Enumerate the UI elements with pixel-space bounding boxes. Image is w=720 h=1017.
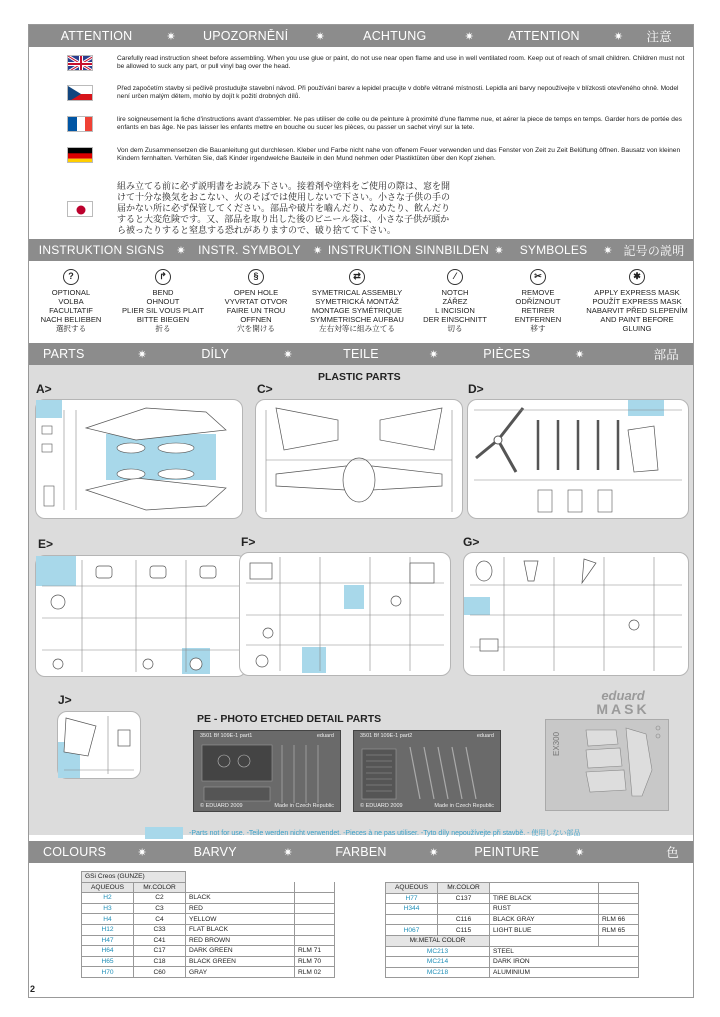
sign-label: 切る	[447, 324, 463, 333]
express-mask-icon: ✱	[629, 269, 645, 285]
star-icon: ✷	[464, 30, 475, 43]
table-row: H65 C18 BLACK GREEN RLM 70	[82, 956, 335, 967]
table-row: H344 RUST	[386, 904, 639, 915]
sign-label: NOTCH	[441, 288, 469, 297]
sign-label: 移す	[530, 324, 546, 333]
paint-brand: GSi Creos (GUNZE)	[82, 872, 186, 883]
sign-symmetrical	[299, 269, 415, 341]
star-icon: ✷	[166, 30, 176, 43]
bar-label: BARVY	[193, 845, 237, 859]
notch-icon: ⁄	[447, 269, 463, 285]
pe-sheet-copyright: © EDUARD 2009	[360, 803, 403, 809]
sign-label: ZÁŘEZ	[442, 297, 468, 306]
pe-sheet-1-drawing	[194, 739, 340, 809]
sign-label: ODŘÍZNOUT	[515, 297, 561, 306]
pe-sheet-copyright: © EDUARD 2009	[200, 803, 243, 809]
instruction-signs-bar	[29, 239, 693, 261]
sprue-label-j: J>	[58, 693, 72, 707]
sign-label: BEND	[152, 288, 174, 297]
de-flag-icon	[67, 147, 93, 163]
sprue-c-drawing	[256, 400, 462, 518]
bar-label: ATTENTION	[508, 29, 580, 43]
attention-row-german	[67, 147, 687, 163]
sprue-c	[255, 399, 463, 519]
table-row: H2 C2 BLACK	[82, 893, 335, 904]
bar-label: INSTR. SYMBOLY	[198, 243, 301, 257]
star-icon: ✷	[283, 348, 293, 361]
table-row: H64 C17 DARK GREEN RLM 71	[82, 946, 335, 957]
cz-flag-icon	[67, 85, 93, 101]
sign-label: VOLBA	[58, 297, 84, 306]
header-mr-color: Mr.COLOR	[438, 883, 490, 894]
attention-text: Před započetím stavby si pečlivě prostudujte stavební návod. Při používání barev a lepidel pracujte v dobře větrané místnosti. Lepidla ani barvy nepoužívejte v blízkosti otevřeného ohně. Model není určen malým dětem, mohlo by dojít k požití drobných dílů.	[117, 85, 679, 100]
mask-logo	[561, 689, 685, 716]
bar-label: PARTS	[43, 347, 85, 361]
sign-label: AND PAINT BEFORE	[600, 315, 674, 324]
attention-text: Carefully read instruction sheet before assembling. When you use glue or paint, do not use near open flame and use in well ventilated room. Keep out of reach of small children. Children must not be allowed to suck any part, or pull vinyl bag over the head.	[117, 55, 685, 70]
bar-label: PIÈCES	[483, 347, 531, 361]
sign-label: SYMMETRISCHE AUFBAU	[310, 315, 404, 324]
sign-notch	[415, 269, 495, 341]
pe-sheet-part: 3501 Bf 109E-1 part1	[200, 733, 253, 739]
star-icon: ✷	[429, 348, 439, 361]
attention-text: Von dem Zusammensetzen die Bauanleitung gut durchlesen. Kleber und Farbe nicht nahe von offenem Feuer verwenden und das Fenster von Zeit zu Zeit Belüftung öffnen. Bausatz von kleinen Kindern fernhalten. Verhüten Sie, daß Kinder irgendwelche Bauteile in den Mund nehmen oder Plastiktüten über den Kopf ziehen.	[117, 147, 681, 162]
sign-label: VYVRTAT OTVOR	[224, 297, 288, 306]
sprue-label-g: G>	[463, 535, 480, 549]
sprue-g-drawing	[464, 553, 688, 675]
sign-label: RETIRER	[521, 306, 555, 315]
star-icon: ✷	[494, 244, 504, 257]
sign-label: BITTE BIEGEN	[136, 315, 190, 324]
pe-sheet-2-drawing	[354, 739, 500, 809]
sign-label: PLIER SIL VOUS PLAIT	[121, 306, 204, 315]
bar-label: SYMBOLES	[519, 243, 588, 257]
sprue-label-d: D>	[468, 382, 484, 396]
mask-sheet-drawing	[546, 720, 668, 810]
colours-bar	[29, 841, 693, 863]
star-icon: ✷	[283, 846, 293, 859]
table-row: H47 C41 RED BROWN	[82, 935, 335, 946]
sign-label: REMOVE	[521, 288, 555, 297]
unused-parts-legend	[145, 827, 580, 839]
sign-label: 穴を開ける	[237, 324, 275, 333]
sprue-label-e: E>	[38, 537, 54, 551]
sign-label: DER EINSCHNITT	[423, 315, 487, 324]
star-icon: ✷	[137, 348, 147, 361]
sign-label: ENTFERNEN	[514, 315, 562, 324]
sign-label: 選択する	[55, 324, 87, 333]
header-mr-color: Mr.COLOR	[134, 882, 186, 893]
attention-row-czech	[67, 85, 687, 101]
sign-label: POUŽÍT EXPRESS MASK	[592, 297, 682, 306]
colour-table-left	[81, 871, 335, 978]
sprue-d-drawing	[468, 400, 688, 518]
pe-sheet-made: Made in Czech Republic	[434, 803, 494, 809]
star-icon: ✷	[315, 30, 325, 43]
uk-flag-icon	[67, 55, 93, 71]
attention-row-french	[67, 116, 687, 132]
header-metal-color: Mr.METAL COLOR	[386, 935, 490, 946]
table-row: MC213 STEEL	[386, 946, 639, 957]
pe-sheet-brand: eduard	[316, 733, 334, 739]
parts-bar	[29, 343, 693, 365]
bar-label: DÍLY	[201, 347, 229, 361]
sign-label: OPEN HOLE	[233, 288, 279, 297]
table-row: MC214 DARK IRON	[386, 957, 639, 968]
sprue-d	[467, 399, 689, 519]
table-row: H067 C115 LIGHT BLUE RLM 65	[386, 925, 639, 936]
sprue-j-drawing	[58, 712, 140, 778]
table-row: H4 C4 YELLOW	[82, 914, 335, 925]
mask-sheet	[545, 719, 669, 811]
bar-label: INSTRUKTION SIGNS	[38, 243, 165, 257]
question-mark-icon: ?	[63, 269, 79, 285]
table-row: H3 C3 RED	[82, 903, 335, 914]
jp-flag-icon	[67, 201, 93, 217]
pe-title: PE - PHOTO ETCHED DETAIL PARTS	[197, 713, 382, 725]
remove-icon: ✂	[530, 269, 546, 285]
bar-label: ATTENTION	[60, 29, 133, 43]
attention-text: lire soigneusement la fiche d'instructions avant d'assembler. Ne pas utiliser de colle ou de peinture à proximité d'une flamme nue, et aérer la piece de temps en temps. Garder hors de portée des enfants en bas âge. Ne pas laisser les enfants mettre en bouche ou sucer les pièces, ou passer un sachet vinyl sur la tete.	[117, 116, 682, 131]
legend-swatch	[145, 827, 183, 839]
pe-sheet-1	[193, 730, 341, 812]
sign-label: OPTIONAL	[51, 288, 91, 297]
page-number: 2	[30, 984, 36, 994]
star-icon: ✷	[176, 244, 186, 257]
header-aqueous: AQUEOUS	[82, 882, 134, 893]
sign-optional	[29, 269, 113, 341]
bar-label: COLOURS	[43, 845, 107, 859]
attention-bar	[29, 25, 693, 47]
sign-open-hole	[213, 269, 299, 341]
sprue-e-drawing	[36, 556, 246, 676]
table-row: C116 BLACK GRAY RLM 66	[386, 914, 639, 925]
sign-label: NACH BELIEBEN	[40, 315, 102, 324]
fr-flag-icon	[67, 116, 93, 132]
legend-text: -Parts not for use. -Teile werden nicht verwendet. -Pieces à ne pas utiliser. -Tyto díly nepoužívejte při stavbě. - 使用しない部品	[189, 830, 581, 837]
pe-sheet-made: Made in Czech Republic	[274, 803, 334, 809]
bar-label: INSTRUKTION SINNBILDEN	[327, 243, 489, 257]
sign-bend	[113, 269, 213, 341]
symmetrical-assembly-icon: ⇄	[349, 269, 365, 285]
sprue-a	[35, 399, 243, 519]
attention-row-japanese	[67, 181, 687, 236]
sign-label: OHNOUT	[146, 297, 180, 306]
sign-label: OFFNEN	[240, 315, 272, 324]
colour-table-right	[385, 882, 639, 978]
table-row: H77 C137 TIRE BLACK	[386, 893, 639, 904]
sprue-f	[239, 552, 451, 676]
plastic-parts-title: PLASTIC PARTS	[318, 371, 401, 383]
bar-label: 注意	[646, 30, 672, 44]
sprue-label-c: C>	[257, 382, 273, 396]
sign-label: NABARVIT PŘED SLEPENÍM	[586, 306, 688, 315]
bar-label: UPOZORNĚNÍ	[202, 29, 289, 43]
star-icon: ✷	[603, 244, 613, 257]
star-icon: ✷	[137, 846, 147, 859]
sign-label: GLUING	[622, 324, 652, 333]
attention-text: 組み立てる前に必ず説明書をお読み下さい。接着剤や塗料をご使用の際は、窓を開けて十分な換気をおこない、火のそばでは使用しないで下さい。小さな子供の手の届かない所に必ず保管してください。部品や破片を嚙んだり、なめたり、飲んだりすると大変危険です。又、部品を取り出した後のビニール袋は、小さな子供が頭から被ったりすると窒息する恐れがありますので、破り捨てて下さい。	[117, 181, 451, 235]
bar-label: 部品	[653, 348, 679, 362]
sprue-a-drawing	[36, 400, 242, 518]
bar-label: 色	[666, 846, 679, 860]
sprue-label-f: F>	[241, 535, 256, 549]
sign-label: SYMETRICAL ASSEMBLY	[311, 288, 403, 297]
instruction-page	[28, 24, 694, 998]
table-row: H70 C60 GRAY RLM 02	[82, 967, 335, 978]
attention-row-english	[67, 55, 687, 71]
sign-remove	[495, 269, 581, 341]
sign-label: 折る	[155, 324, 171, 333]
header-aqueous: AQUEOUS	[386, 883, 438, 894]
sign-label: APPLY EXPRESS MASK	[594, 288, 680, 297]
pe-sheet-2	[353, 730, 501, 812]
sprue-label-a: A>	[36, 382, 52, 396]
sign-label: MONTAGE SYMÉTRIQUE	[311, 306, 403, 315]
bar-label: TEILE	[343, 347, 379, 361]
bar-label: FARBEN	[335, 845, 387, 859]
sign-label: SYMETRICKÁ MONTÁŽ	[315, 297, 399, 306]
star-icon: ✷	[429, 846, 439, 859]
bend-icon: ↱	[155, 269, 171, 285]
bar-label: 記号の説明	[623, 243, 685, 258]
star-icon: ✷	[574, 846, 585, 859]
sign-label: FACULTATIF	[49, 306, 93, 315]
mask-code: EX300	[552, 731, 561, 756]
mask-brand: eduard	[601, 688, 645, 703]
sign-express-mask	[581, 269, 693, 341]
sprue-g	[463, 552, 689, 676]
pe-sheet-brand: eduard	[476, 733, 494, 739]
drill-icon: §	[248, 269, 264, 285]
sign-label: 左右対等に組み立てる	[319, 324, 395, 333]
pe-sheet-part: 3501 Bf 109E-1 part2	[360, 733, 413, 739]
sprue-f-drawing	[240, 553, 450, 675]
sign-label: L INCISION	[435, 306, 475, 315]
bar-label: PEINTURE	[474, 845, 540, 859]
star-icon: ✷	[574, 348, 585, 361]
table-row: H12 C33 FLAT BLACK	[82, 924, 335, 935]
star-icon: ✷	[313, 244, 323, 257]
mask-word: MASK	[596, 701, 650, 717]
sprue-e	[35, 555, 247, 677]
table-row: MC218 ALUMINIUM	[386, 967, 639, 978]
sign-label: FAIRE UN TROU	[226, 306, 286, 315]
star-icon: ✷	[613, 30, 624, 43]
instruction-signs	[29, 269, 693, 341]
sprue-j	[57, 711, 141, 779]
bar-label: ACHTUNG	[363, 29, 427, 43]
